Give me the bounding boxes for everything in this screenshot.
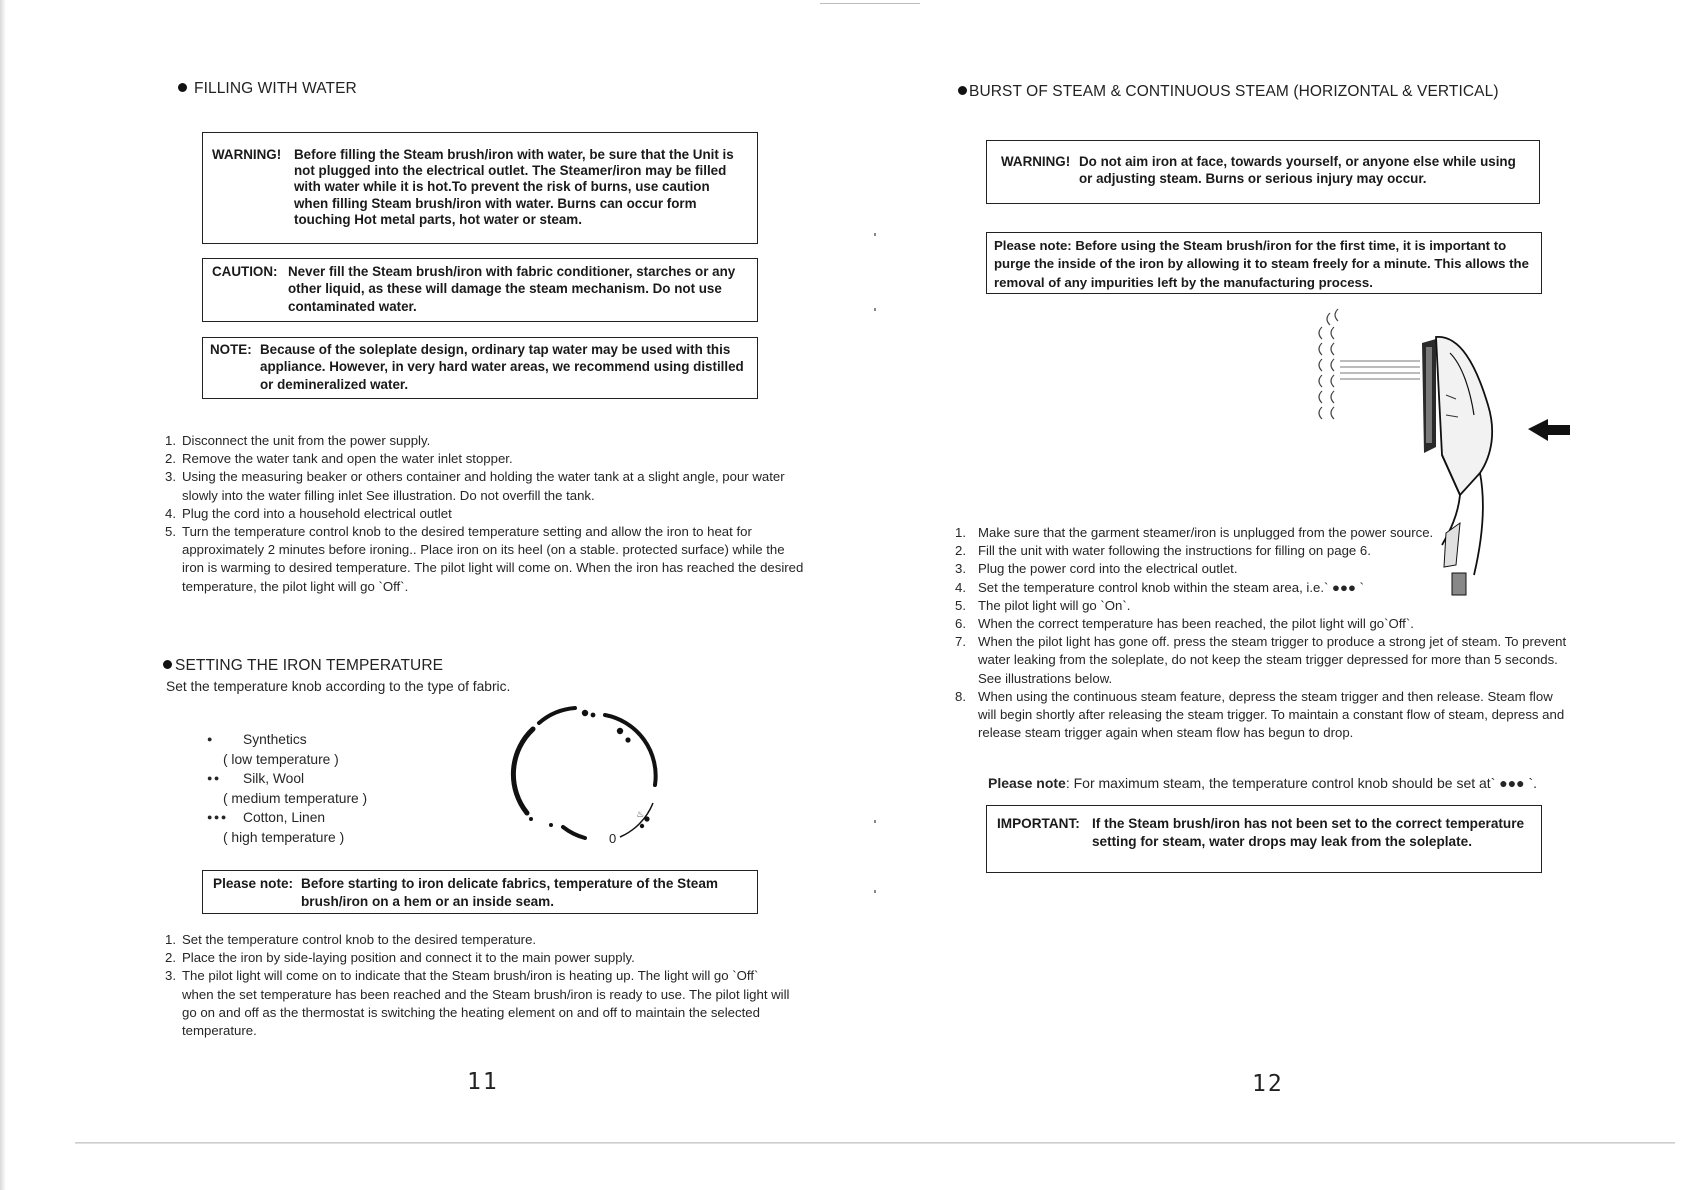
- temperature-note-box: [202, 870, 758, 914]
- setting-sub: ( low temperature ): [223, 751, 339, 767]
- page-number: 12: [1252, 1071, 1284, 1097]
- gutter-mark: [874, 820, 876, 823]
- setting-cotton-linen: ●●● Cotton, Linen: [207, 808, 447, 828]
- list-item: 4. Plug the cord into a household electrical outlet: [165, 505, 452, 521]
- bullet-icon: [163, 660, 172, 669]
- steam-heading: BURST OF STEAM & CONTINUOUS STEAM (HORIZONTAL & VERTICAL): [958, 83, 1499, 101]
- note-box: [202, 337, 758, 399]
- temperature-steps-list: [165, 931, 790, 1040]
- dot-indicator-icon: ●●: [207, 773, 221, 784]
- gutter-mark: [874, 233, 876, 236]
- temperature-dial-icon: [505, 695, 665, 855]
- first-use-note-text: Please note: Before using the Steam brush/iron for the first time, it is important to purge the inside of the iron by allowing it to steam freely for a minute. This allows the removal of any impurities left by the manufacturing process.: [994, 238, 1529, 290]
- filling-steps-list: [165, 432, 805, 596]
- max-steam-note-label: Please note: [988, 775, 1066, 791]
- steam-warning-box: [986, 140, 1540, 204]
- list-item: 2. Remove the water tank and open the water inlet stopper.: [165, 451, 513, 467]
- list-item: 3. The pilot light will come on to indicate that the Steam brush/iron is heating up. The light will go `Off` when the set temperature has been reached and the Steam brush/iron is ready to use. The pilot light will go on and off as the thermostat is switching the heating element on and off to maintain the selected temperature.: [165, 968, 790, 1039]
- important-label: IMPORTANT:: [997, 816, 1080, 831]
- list-item: 7. When the pilot light has gone off. press the steam trigger to produce a strong jet of steam. To prevent water leaking from the soleplate, do not keep the steam trigger depressed for more than 5 seconds. See illustrations below.: [955, 634, 1567, 686]
- list-item: 1. Set the temperature control knob to the desired temperature.: [165, 932, 537, 947]
- caution-label: CAUTION:: [212, 264, 278, 279]
- gutter-mark: [874, 308, 876, 311]
- setting-sub: ( high temperature ): [223, 829, 345, 845]
- temperature-intro: Set the temperature knob according to the type of fabric.: [166, 679, 511, 694]
- important-text: If the Steam brush/iron has not been set to the correct temperature setting for steam, water drops may leak from the soleplate.: [1092, 816, 1525, 849]
- dial-zero-label: 0: [609, 831, 617, 846]
- list-item: 4. Set the temperature control knob within the steam area, i.e.` ●●● `: [955, 579, 1364, 595]
- steam-warning-label: WARNING!: [1001, 154, 1071, 169]
- max-steam-note: [988, 775, 1537, 791]
- temperature-settings: [207, 730, 447, 848]
- max-steam-note-text: : For maximum steam, the temperature control knob should be set at` ●●● `.: [1065, 775, 1538, 791]
- svg-text:♨: ♨: [636, 810, 645, 820]
- dot-indicator-icon: ●: [207, 734, 214, 744]
- list-item: 5. The pilot light will go `On`.: [955, 597, 1131, 613]
- list-item: 6. When the correct temperature has been reached, the pilot light will go`Off`.: [955, 616, 1414, 632]
- scan-line: [820, 3, 920, 4]
- list-item: 1. Make sure that the garment steamer/iron is unplugged from the power source.: [955, 525, 1434, 540]
- list-item: 1. Disconnect the unit from the power supply.: [165, 433, 431, 448]
- steam-warning-text: Do not aim iron at face, towards yourself, or anyone else while using or adjusting steam. Burns or serious injury may occur.: [1079, 154, 1516, 187]
- list-item: 2. Fill the unit with water following the instructions for filling on page 6.: [955, 543, 1371, 559]
- caution-text: Never fill the Steam brush/iron with fabric conditioner, starches or any other liquid, as these will damage the steam mechanism. Do not use contaminated water.: [288, 264, 736, 314]
- setting-sub: ( medium temperature ): [223, 790, 368, 806]
- page-bottom-edge: [75, 1142, 1675, 1144]
- setting-silk-wool: ●● Silk, Wool: [207, 769, 447, 789]
- list-item: 5. Turn the temperature control knob to the desired temperature setting and allow the iron to heat for approximately 2 minutes before ironing.. Place iron on its heel (on a stable. protected surface) while the iron is warming to desired temperature. The pilot light will come on. When the iron has reached the desired temperature, the pilot light will go `Off`.: [165, 524, 804, 594]
- note-text: Because of the soleplate design, ordinary tap water may be used with this appliance. However, in very hard water areas, we recommend using distilled or demineralized water.: [260, 342, 744, 392]
- warning-text: Before filling the Steam brush/iron with water, be sure that the Unit is not plugged into the electrical outlet. The Steamer/iron may be filled with water while it is hot.To prevent the risk of burns, use caution when filling Steam brush/iron with water. Burns can occur form touching Hot metal parts, hot water or steam.: [294, 147, 734, 227]
- warning-box: [202, 132, 758, 244]
- first-use-note-box: [986, 232, 1542, 294]
- caution-box: [202, 258, 758, 322]
- temperature-heading: SETTING THE IRON TEMPERATURE: [163, 657, 443, 675]
- warning-label: WARNING!: [212, 147, 282, 162]
- list-item: 8. When using the continuous steam feature, depress the steam trigger and then release. Steam flow will begin shortly after releasing the steam trigger. To maintain a constant flow of steam, depress and release steam trigger again when steam flow has begun to drop.: [955, 688, 1565, 741]
- list-item: 2. Place the iron by side-laying position and connect it to the main power supply.: [165, 950, 635, 966]
- temperature-note-label: Please note:: [213, 876, 294, 891]
- bullet-icon: [958, 86, 967, 95]
- steam-steps-list: [955, 524, 1573, 742]
- filling-heading: FILLING WITH WATER: [178, 80, 357, 98]
- gutter-mark: [874, 890, 876, 893]
- scan-edge: [0, 0, 6, 1190]
- list-item: 3. Using the measuring beaker or others container and holding the water tank at a slight angle, pour water slowly into the water filling inlet See illustration. Do not overfill the tank.: [165, 469, 785, 503]
- list-item: 3. Plug the power cord into the electrical outlet.: [955, 561, 1238, 577]
- page-number: 11: [467, 1069, 499, 1095]
- note-label: NOTE:: [210, 342, 252, 357]
- temperature-note-text: Before starting to iron delicate fabrics, temperature of the Steam brush/iron on a hem or an inside seam.: [301, 876, 718, 909]
- setting-synthetics: ● Synthetics: [207, 730, 447, 750]
- important-box: [986, 805, 1542, 873]
- dot-indicator-icon: ●●●: [207, 812, 228, 823]
- bullet-icon: [178, 83, 187, 92]
